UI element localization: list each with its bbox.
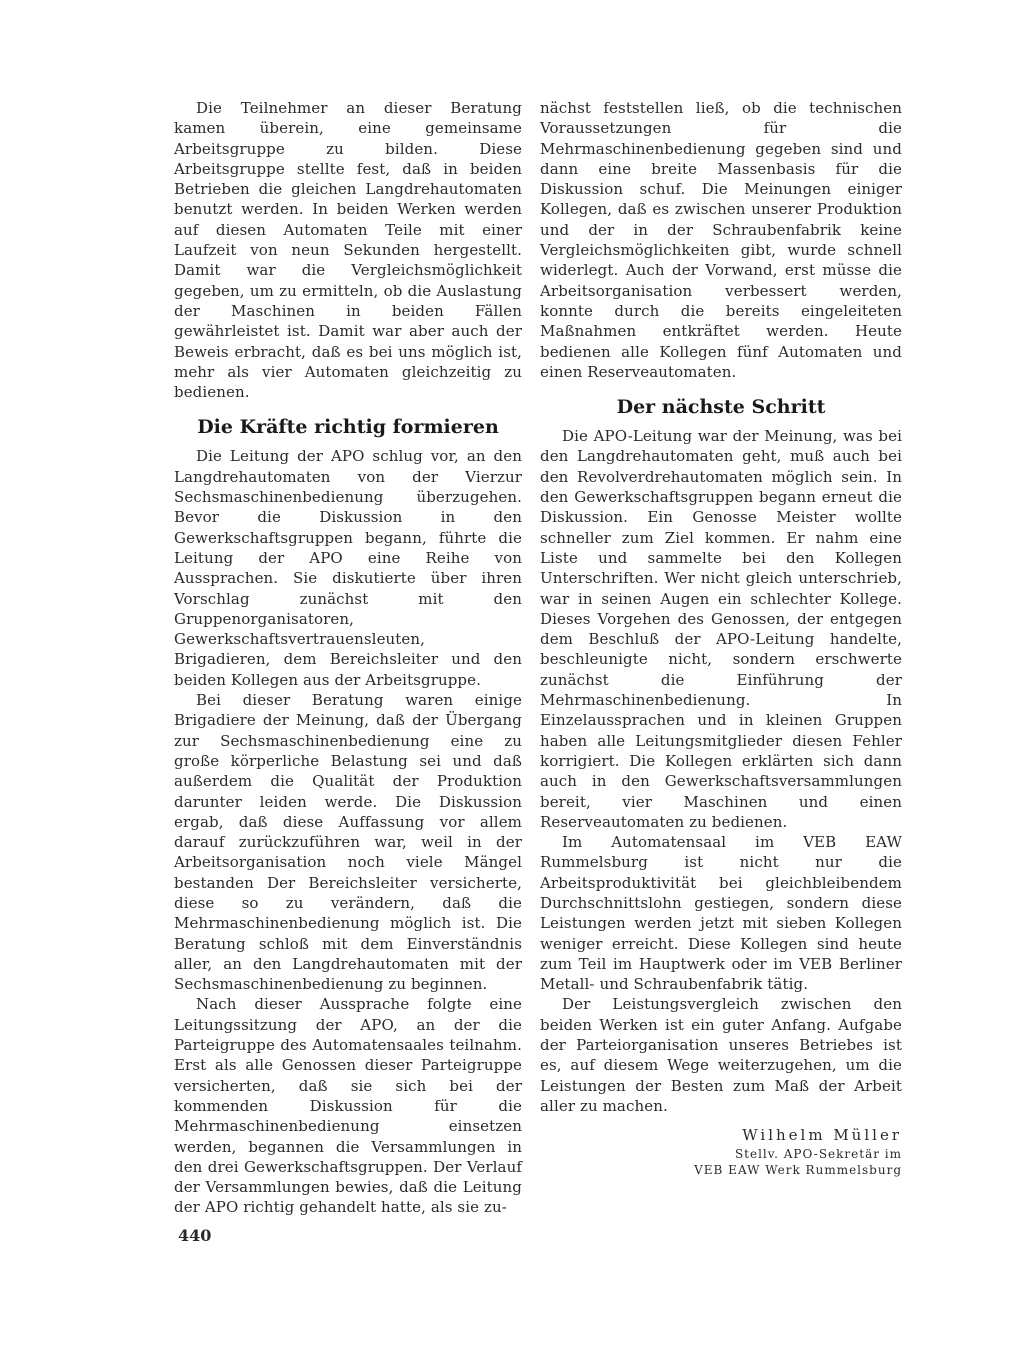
paragraph: Die Leitung der APO schlug vor, an den Langdrehautomaten von der Vierzur Sechsmaschinenbedienung überzugehen. Bevor die Diskussion in den Gewerkschaftsgruppen begann, führte die Leitung der APO eine Reihe von Aussprachen. Sie diskutierte über ihren Vorschlag zunächst mit den Gruppenorganisatoren, Gewerkschaftsvertrauensleuten, Brigadieren, dem Bereichsleiter und den beiden Kollegen aus der Arbeitsgruppe.: [174, 447, 522, 689]
left-column: [174, 98, 522, 1218]
paragraph: Die APO-Leitung war der Meinung, was bei den Langdrehautomaten geht, muß auch bei den Revolverdrehautomaten möglich sein. In den Gewerkschaftsgruppen begann erneut die Diskussion. Ein Genosse Meister wollte schneller zum Ziel kommen. Er nahm eine Liste und sammelte bei den Kollegen Unterschriften. Wer nicht gleich unterschrieb, war in seinen Augen ein schlechter Kollege. Dieses Vorgehen des Genossen, der entgegen dem Beschluß der APO-Leitung handelte, beschleunigte nicht, sondern erschwerte zunächst die Einführung der Mehrmaschinenbedienung. In Einzelaussprachen und in kleinen Gruppen haben alle Leitungsmitglieder diesen Fehler korrigiert. Die Kollegen erklärten sich dann auch in den Gewerkschaftsversammlungen bereit, vier Maschinen und einen Reserveautomaten zu bedienen.: [540, 427, 902, 831]
right-column: [540, 98, 902, 1178]
paragraph: Nach dieser Aussprache folgte eine Leitungssitzung der APO, an der die Parteigruppe des Automatensaales teilnahm. Erst als alle Genossen dieser Parteigruppe versicherten, daß sie sich bei der kommenden Diskussion für die Mehrmaschinenbedienung einsetzen werden, begannen die Versammlungen in den drei Gewerkschaftsgruppen. Der Verlauf der Versammlungen bewies, daß die Leitung der APO richtig gehandelt hatte, als sie zu-: [174, 995, 522, 1217]
paragraph: nächst feststellen ließ, ob die technischen Voraussetzungen für die Mehrmaschinenbedienung gegeben sind und dann eine breite Massenbasis für die Diskussion schuf. Die Meinungen einiger Kollegen, daß es zwischen unserer Produktion und der in der Schraubenfabrik keine Vergleichsmöglichkeiten gibt, wurde schnell widerlegt. Auch der Vorwand, erst müsse die Arbeitsorganisation verbessert werden, konnte durch die bereits eingeleiteten Maßnahmen entkräftet werden. Heute bedienen alle Kollegen fünf Automaten und einen Reserveautomaten.: [540, 99, 902, 381]
paragraph: Bei dieser Beratung waren einige Brigadiere der Meinung, daß der Übergang zur Sechsmaschinenbedienung eine zu große körperliche Belastung sei und daß außerdem die Qualität der Produktion darunter leiden werde. Die Diskussion ergab, daß diese Auffassung vor allem darauf zurückzuführen war, weil in der Arbeitsorganisation noch viele Mängel bestanden Der Bereichsleiter versicherte, diese so zu verändern, daß die Mehrmaschinenbedienung möglich ist. Die Beratung schloß mit dem Einverständnis aller, an den Langdrehautomaten mit der Sechsmaschinenbedienung zu beginnen.: [174, 691, 522, 994]
author-name: Wilhelm Müller: [742, 1126, 902, 1145]
paragraph: Im Automatensaal im VEB EAW Rummelsburg ist nicht nur die Arbeitsproduktivität bei gleichbleibendem Durchschnittslohn gestiegen, sondern diese Leistungen werden jetzt mit sieben Kollegen weniger erreicht. Diese Kollegen sind heute zum Teil im Hauptwerk oder im VEB Berliner Metall- und Schraubenfabrik tätig.: [540, 833, 902, 994]
page-number: 440: [178, 1226, 212, 1245]
paragraph: Der Leistungsvergleich zwischen den beiden Werken ist ein guter Anfang. Aufgabe der Parteiorganisation unseres Betriebes ist es, auf diesem Wege weiterzugehen, um die Leistungen der Besten zum Maß der Arbeit aller zu machen.: [540, 995, 902, 1115]
section-heading-kraefte: Die Kräfte richtig formieren: [197, 416, 499, 439]
author-title: Stellv. APO-Sekretär im: [734, 1147, 902, 1162]
paragraph: Die Teilnehmer an dieser Beratung kamen überein, eine gemeinsame Arbeitsgruppe zu bilden. Diese Arbeitsgruppe stellte fest, daß in beiden Betrieben die gleichen Langdrehautomaten benutzt werden. In beiden Werken werden auf diesen Automaten Teile mit einer Laufzeit von neun Sekunden hergestellt. Damit war die Vergleichsmöglichkeit gegeben, um zu ermitteln, ob die Auslastung der Maschinen in beiden Fällen gewährleistet ist. Damit war aber auch der Beweis erbracht, daß es bei uns möglich ist, mehr als vier Automaten gleichzeitig zu bedienen.: [174, 99, 522, 402]
section-heading-naechster-schritt: Der nächste Schritt: [616, 396, 826, 419]
author-organization: VEB EAW Werk Rummelsburg: [694, 1163, 902, 1178]
author-signature: [540, 1124, 902, 1178]
